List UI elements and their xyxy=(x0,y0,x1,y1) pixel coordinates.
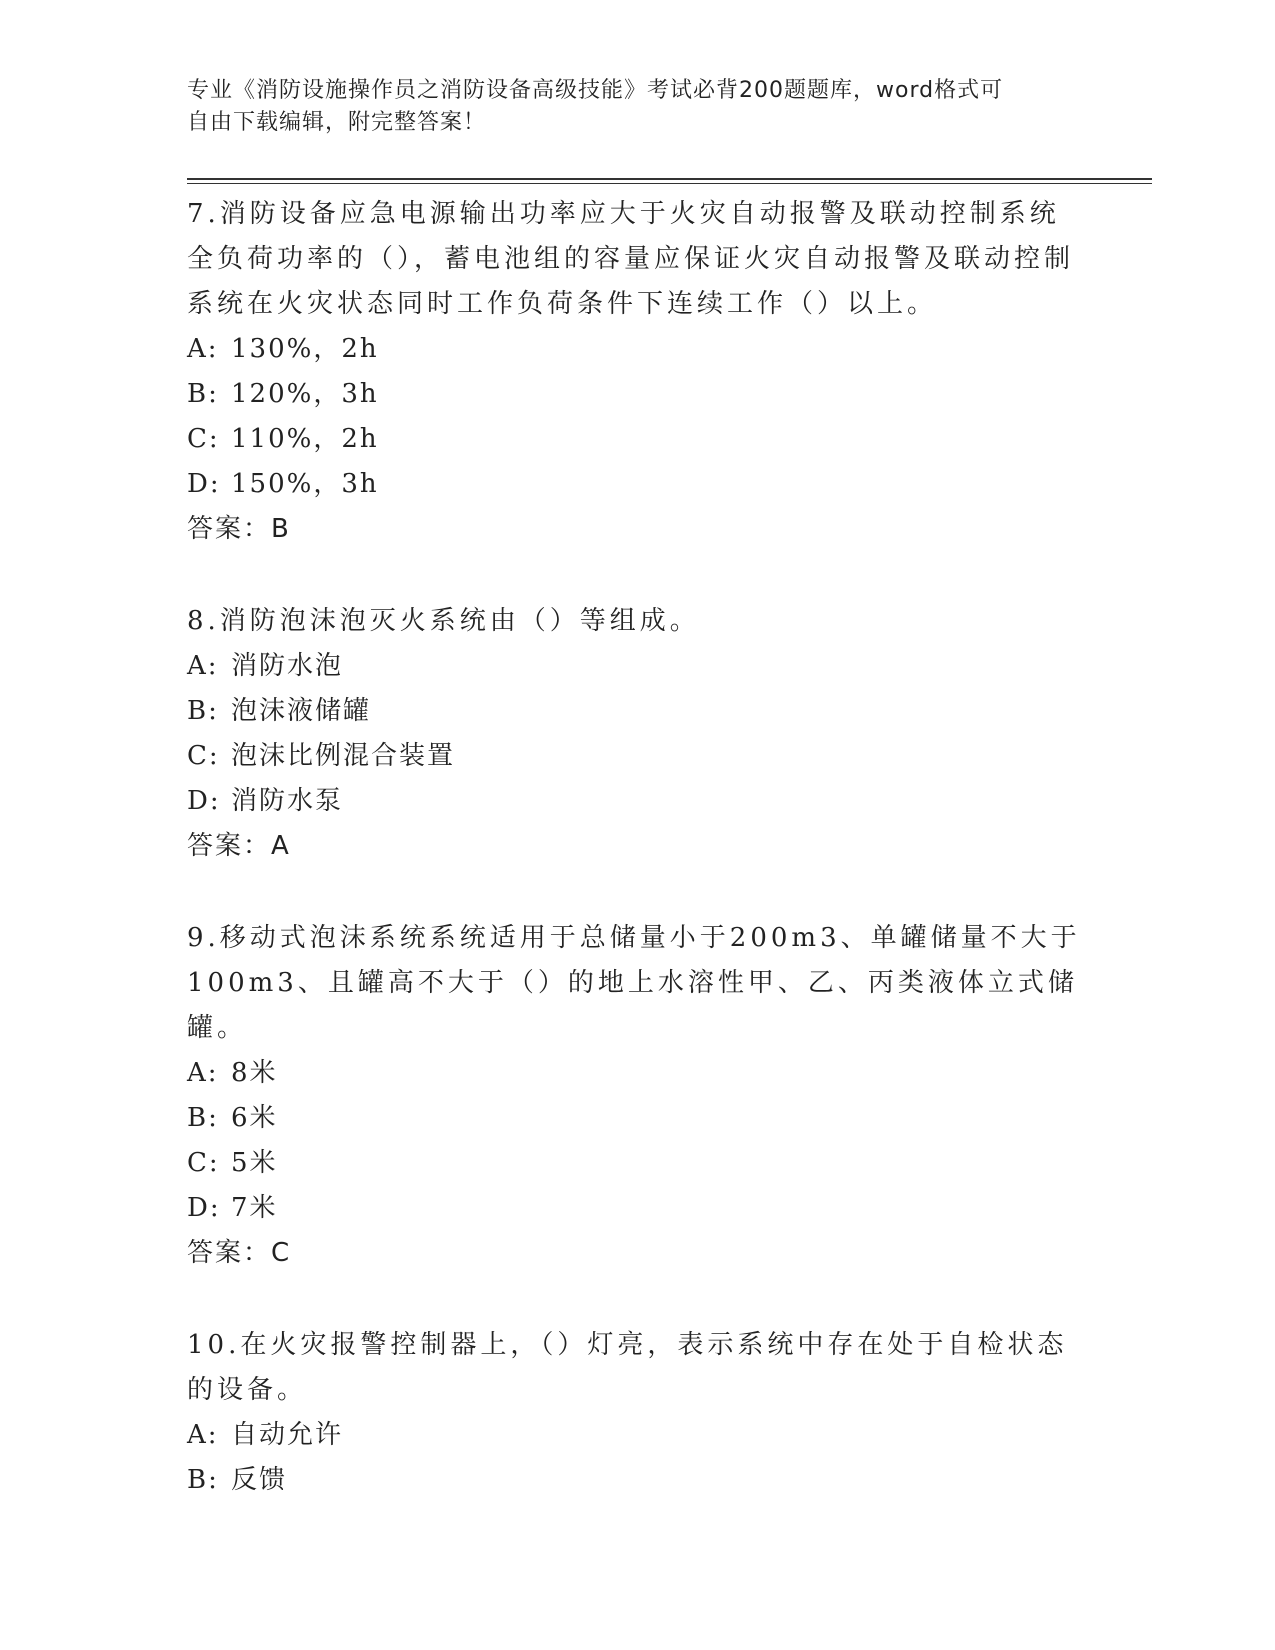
option-key: C: xyxy=(187,424,220,454)
option-c xyxy=(187,734,1087,779)
option-key: C: xyxy=(187,1148,220,1178)
option-a xyxy=(187,1051,1087,1096)
header-line-2: 自由下载编辑，附完整答案！ xyxy=(187,110,487,135)
option-text: 消防水泡 xyxy=(231,651,344,681)
question-stem: 9.移动式泡沫系统系统适用于总储量小于200m3、单罐储量不大于100m3、且罐高不大于（）的地上水溶性甲、乙、丙类液体立式储罐。 xyxy=(187,923,1081,1043)
option-a xyxy=(187,644,1087,689)
option-c xyxy=(187,417,1087,462)
question-10 xyxy=(187,1323,1087,1503)
question-8 xyxy=(187,599,1087,869)
answer-line: 答案：B xyxy=(187,514,291,544)
option-key: B: xyxy=(187,696,219,726)
option-key: D: xyxy=(187,786,221,816)
option-key: A: xyxy=(187,1420,219,1450)
option-a xyxy=(187,327,1087,372)
option-text: 7米 xyxy=(231,1193,278,1223)
header-divider-thick xyxy=(187,178,1152,180)
option-text: 泡沫液储罐 xyxy=(231,696,372,726)
option-key: A: xyxy=(187,1058,219,1088)
option-text: 8米 xyxy=(231,1058,278,1088)
option-d xyxy=(187,1186,1087,1231)
option-key: D: xyxy=(187,1193,221,1223)
option-d xyxy=(187,462,1087,507)
option-text: 110%，2h xyxy=(231,424,379,454)
option-key: C: xyxy=(187,741,220,771)
answer-line: 答案：C xyxy=(187,1238,292,1268)
document-header xyxy=(187,75,1067,139)
option-text: 泡沫比例混合装置 xyxy=(231,741,456,771)
option-b xyxy=(187,1096,1087,1141)
option-key: A: xyxy=(187,651,219,681)
option-key: B: xyxy=(187,1465,219,1495)
option-d xyxy=(187,779,1087,824)
option-key: B: xyxy=(187,379,219,409)
option-text: 150%，3h xyxy=(231,469,379,499)
option-text: 5米 xyxy=(231,1148,278,1178)
answer-line: 答案：A xyxy=(187,831,291,861)
header-line-1: 专业《消防设施操作员之消防设备高级技能》考试必背200题题库，word格式可 xyxy=(187,78,1004,103)
option-text: 消防水泵 xyxy=(231,786,344,816)
option-key: A: xyxy=(187,334,219,364)
option-text: 120%，3h xyxy=(231,379,379,409)
option-c xyxy=(187,1141,1087,1186)
option-key: D: xyxy=(187,469,221,499)
question-stem: 8.消防泡沫泡灭火系统由（）等组成。 xyxy=(187,606,700,636)
question-list xyxy=(187,192,1087,1550)
option-text: 反馈 xyxy=(231,1465,288,1495)
option-b xyxy=(187,689,1087,734)
option-text: 自动允许 xyxy=(231,1420,344,1450)
question-9 xyxy=(187,916,1087,1276)
question-stem: 10.在火灾报警控制器上，（）灯亮，表示系统中存在处于自检状态的设备。 xyxy=(187,1330,1068,1405)
option-b xyxy=(187,1458,1087,1503)
option-text: 130%，2h xyxy=(231,334,379,364)
question-7 xyxy=(187,192,1087,552)
question-stem: 7.消防设备应急电源输出功率应大于火灾自动报警及联动控制系统全负荷功率的（），蓄电池组的容量应保证火灾自动报警及联动控制系统在火灾状态同时工作负荷条件下连续工作（）以上。 xyxy=(187,199,1075,319)
option-text: 6米 xyxy=(231,1103,278,1133)
option-a xyxy=(187,1413,1087,1458)
option-b xyxy=(187,372,1087,417)
header-divider-thin xyxy=(187,183,1152,184)
option-key: B: xyxy=(187,1103,219,1133)
